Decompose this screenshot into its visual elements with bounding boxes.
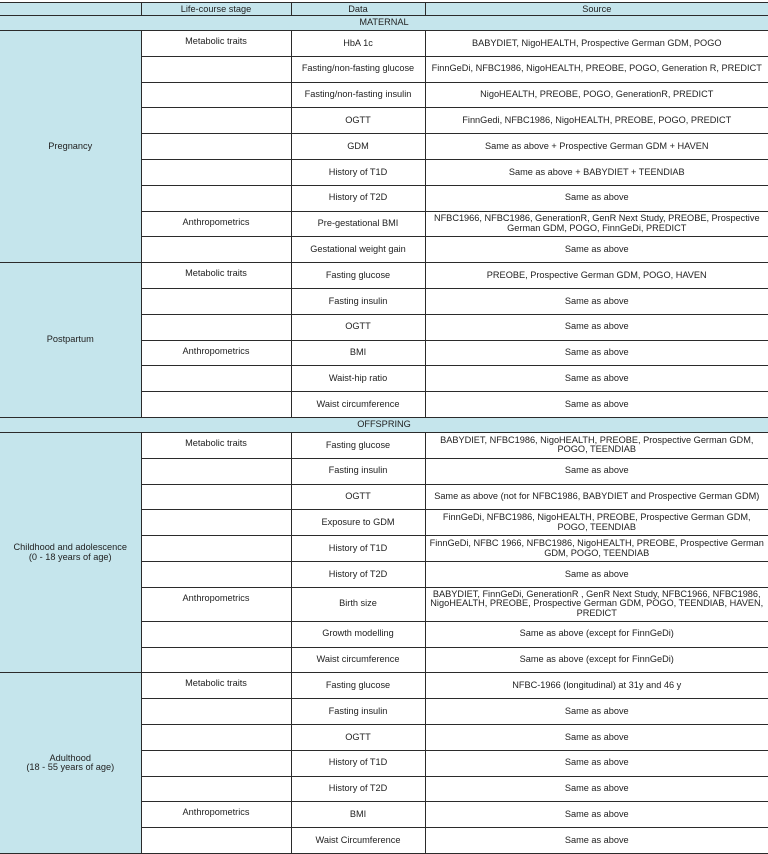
source-cell: Same as above xyxy=(425,699,768,725)
data-cell: OGTT xyxy=(291,724,425,750)
subcategory-cell: Metabolic traits xyxy=(141,31,291,57)
source-cell: Same as above xyxy=(425,828,768,854)
source-cell: Same as above xyxy=(425,802,768,828)
header-source: Source xyxy=(425,3,768,16)
subcategory-cell: Anthropometrics xyxy=(141,211,291,237)
data-cell: Fasting glucose xyxy=(291,263,425,289)
data-cell: Fasting insulin xyxy=(291,288,425,314)
source-cell: BABYDIET, FinnGeDi, GenerationR , GenR Next Study, NFBC1966, NFBC1986, NigoHEALTH, PREOBE, Prospective German GDM, POGO, TEENDIAB, HAVEN, PREDICT xyxy=(425,587,768,621)
data-cell: Pre-gestational BMI xyxy=(291,211,425,237)
data-cell: History of T1D xyxy=(291,159,425,185)
subcategory-cell xyxy=(141,724,291,750)
data-cell: OGTT xyxy=(291,108,425,134)
subcategory-cell: Metabolic traits xyxy=(141,432,291,458)
data-cell: BMI xyxy=(291,340,425,366)
source-cell: Same as above xyxy=(425,185,768,211)
data-cell: Exposure to GDM xyxy=(291,510,425,536)
table-body xyxy=(0,16,768,854)
data-cell: BMI xyxy=(291,802,425,828)
subcategory-cell xyxy=(141,314,291,340)
table-row xyxy=(0,673,768,699)
table-row xyxy=(0,31,768,57)
subcategory-cell xyxy=(141,134,291,160)
source-cell: NFBC-1966 (longitudinal) at 31y and 46 y xyxy=(425,673,768,699)
source-cell: Same as above xyxy=(425,392,768,418)
data-cell: Fasting/non-fasting insulin xyxy=(291,82,425,108)
data-cell: History of T1D xyxy=(291,750,425,776)
source-cell: FinnGedi, NFBC1986, NigoHEALTH, PREOBE, POGO, PREDICT xyxy=(425,108,768,134)
subcategory-cell xyxy=(141,484,291,510)
section-title: OFFSPRING xyxy=(0,417,768,432)
source-cell: Same as above xyxy=(425,458,768,484)
subcategory-cell xyxy=(141,750,291,776)
subcategory-cell xyxy=(141,621,291,647)
section-row xyxy=(0,16,768,31)
table-row xyxy=(0,432,768,458)
subcategory-cell: Metabolic traits xyxy=(141,263,291,289)
source-cell: Same as above xyxy=(425,314,768,340)
subcategory-cell xyxy=(141,56,291,82)
data-cell: Waist-hip ratio xyxy=(291,366,425,392)
source-cell: Same as above (not for NFBC1986, BABYDIET and Prospective German GDM) xyxy=(425,484,768,510)
source-cell: Same as above (except for FinnGeDi) xyxy=(425,647,768,673)
data-cell: HbA 1c xyxy=(291,31,425,57)
subcategory-cell xyxy=(141,159,291,185)
source-cell: PREOBE, Prospective German GDM, POGO, HAVEN xyxy=(425,263,768,289)
data-cell: GDM xyxy=(291,134,425,160)
source-cell: BABYDIET, NFBC1986, NigoHEALTH, PREOBE, Prospective German GDM, POGO, TEENDIAB xyxy=(425,432,768,458)
header-data: Data xyxy=(291,3,425,16)
data-cell: Fasting insulin xyxy=(291,458,425,484)
subcategory-cell xyxy=(141,108,291,134)
data-cell: History of T2D xyxy=(291,185,425,211)
data-cell: Gestational weight gain xyxy=(291,237,425,263)
stage-cell: Childhood and adolescence (0 - 18 years of age) xyxy=(0,432,141,672)
source-cell: NFBC1966, NFBC1986, GenerationR, GenR Next Study, PREOBE, Prospective German GDM, POGO, FinnGeDi, PREDICT xyxy=(425,211,768,237)
source-cell: FinnGeDi, NFBC1986, NigoHEALTH, PREOBE, Prospective German GDM, POGO, TEENDIAB xyxy=(425,510,768,536)
stage-cell: Pregnancy xyxy=(0,31,141,263)
source-cell: BABYDIET, NigoHEALTH, Prospective German GDM, POGO xyxy=(425,31,768,57)
data-cell: History of T2D xyxy=(291,561,425,587)
subcategory-cell: Anthropometrics xyxy=(141,340,291,366)
subcategory-cell: Anthropometrics xyxy=(141,587,291,621)
source-cell: Same as above (except for FinnGeDi) xyxy=(425,621,768,647)
source-cell: NigoHEALTH, PREOBE, POGO, GenerationR, PREDICT xyxy=(425,82,768,108)
source-cell: Same as above xyxy=(425,366,768,392)
data-cell: Waist circumference xyxy=(291,647,425,673)
cohort-data-table xyxy=(0,2,768,854)
data-cell: Fasting glucose xyxy=(291,432,425,458)
source-cell: Same as above xyxy=(425,776,768,802)
subcategory-cell: Anthropometrics xyxy=(141,802,291,828)
stage-cell: Postpartum xyxy=(0,263,141,418)
subcategory-cell xyxy=(141,366,291,392)
subcategory-cell xyxy=(141,288,291,314)
section-row xyxy=(0,417,768,432)
source-cell: Same as above xyxy=(425,340,768,366)
subcategory-cell xyxy=(141,82,291,108)
data-cell: Waist circumference xyxy=(291,392,425,418)
header-stage-column xyxy=(0,3,141,16)
source-cell: Same as above xyxy=(425,750,768,776)
source-cell: Same as above + BABYDIET + TEENDIAB xyxy=(425,159,768,185)
source-cell: Same as above + Prospective German GDM + HAVEN xyxy=(425,134,768,160)
section-title: MATERNAL xyxy=(0,16,768,31)
data-cell: OGTT xyxy=(291,484,425,510)
header-life-course-stage: Life-course stage xyxy=(141,3,291,16)
data-cell: Fasting insulin xyxy=(291,699,425,725)
subcategory-cell xyxy=(141,536,291,562)
table-row xyxy=(0,263,768,289)
stage-cell: Adulthood (18 - 55 years of age) xyxy=(0,673,141,854)
data-cell: History of T2D xyxy=(291,776,425,802)
data-cell: Waist Circumference xyxy=(291,828,425,854)
source-cell: FinnGeDi, NFBC 1966, NFBC1986, NigoHEALTH, PREOBE, Prospective German GDM, POGO, TEENDIAB xyxy=(425,536,768,562)
source-cell: FinnGeDi, NFBC1986, NigoHEALTH, PREOBE, POGO, Generation R, PREDICT xyxy=(425,56,768,82)
subcategory-cell xyxy=(141,510,291,536)
data-cell: Fasting/non-fasting glucose xyxy=(291,56,425,82)
subcategory-cell xyxy=(141,776,291,802)
subcategory-cell xyxy=(141,561,291,587)
subcategory-cell xyxy=(141,237,291,263)
source-cell: Same as above xyxy=(425,237,768,263)
subcategory-cell xyxy=(141,699,291,725)
subcategory-cell xyxy=(141,458,291,484)
table-header xyxy=(0,3,768,16)
subcategory-cell xyxy=(141,647,291,673)
subcategory-cell xyxy=(141,185,291,211)
data-cell: Fasting glucose xyxy=(291,673,425,699)
subcategory-cell: Metabolic traits xyxy=(141,673,291,699)
source-cell: Same as above xyxy=(425,561,768,587)
subcategory-cell xyxy=(141,392,291,418)
source-cell: Same as above xyxy=(425,288,768,314)
source-cell: Same as above xyxy=(425,724,768,750)
data-cell: History of T1D xyxy=(291,536,425,562)
data-cell: Birth size xyxy=(291,587,425,621)
data-cell: Growth modelling xyxy=(291,621,425,647)
data-cell: OGTT xyxy=(291,314,425,340)
